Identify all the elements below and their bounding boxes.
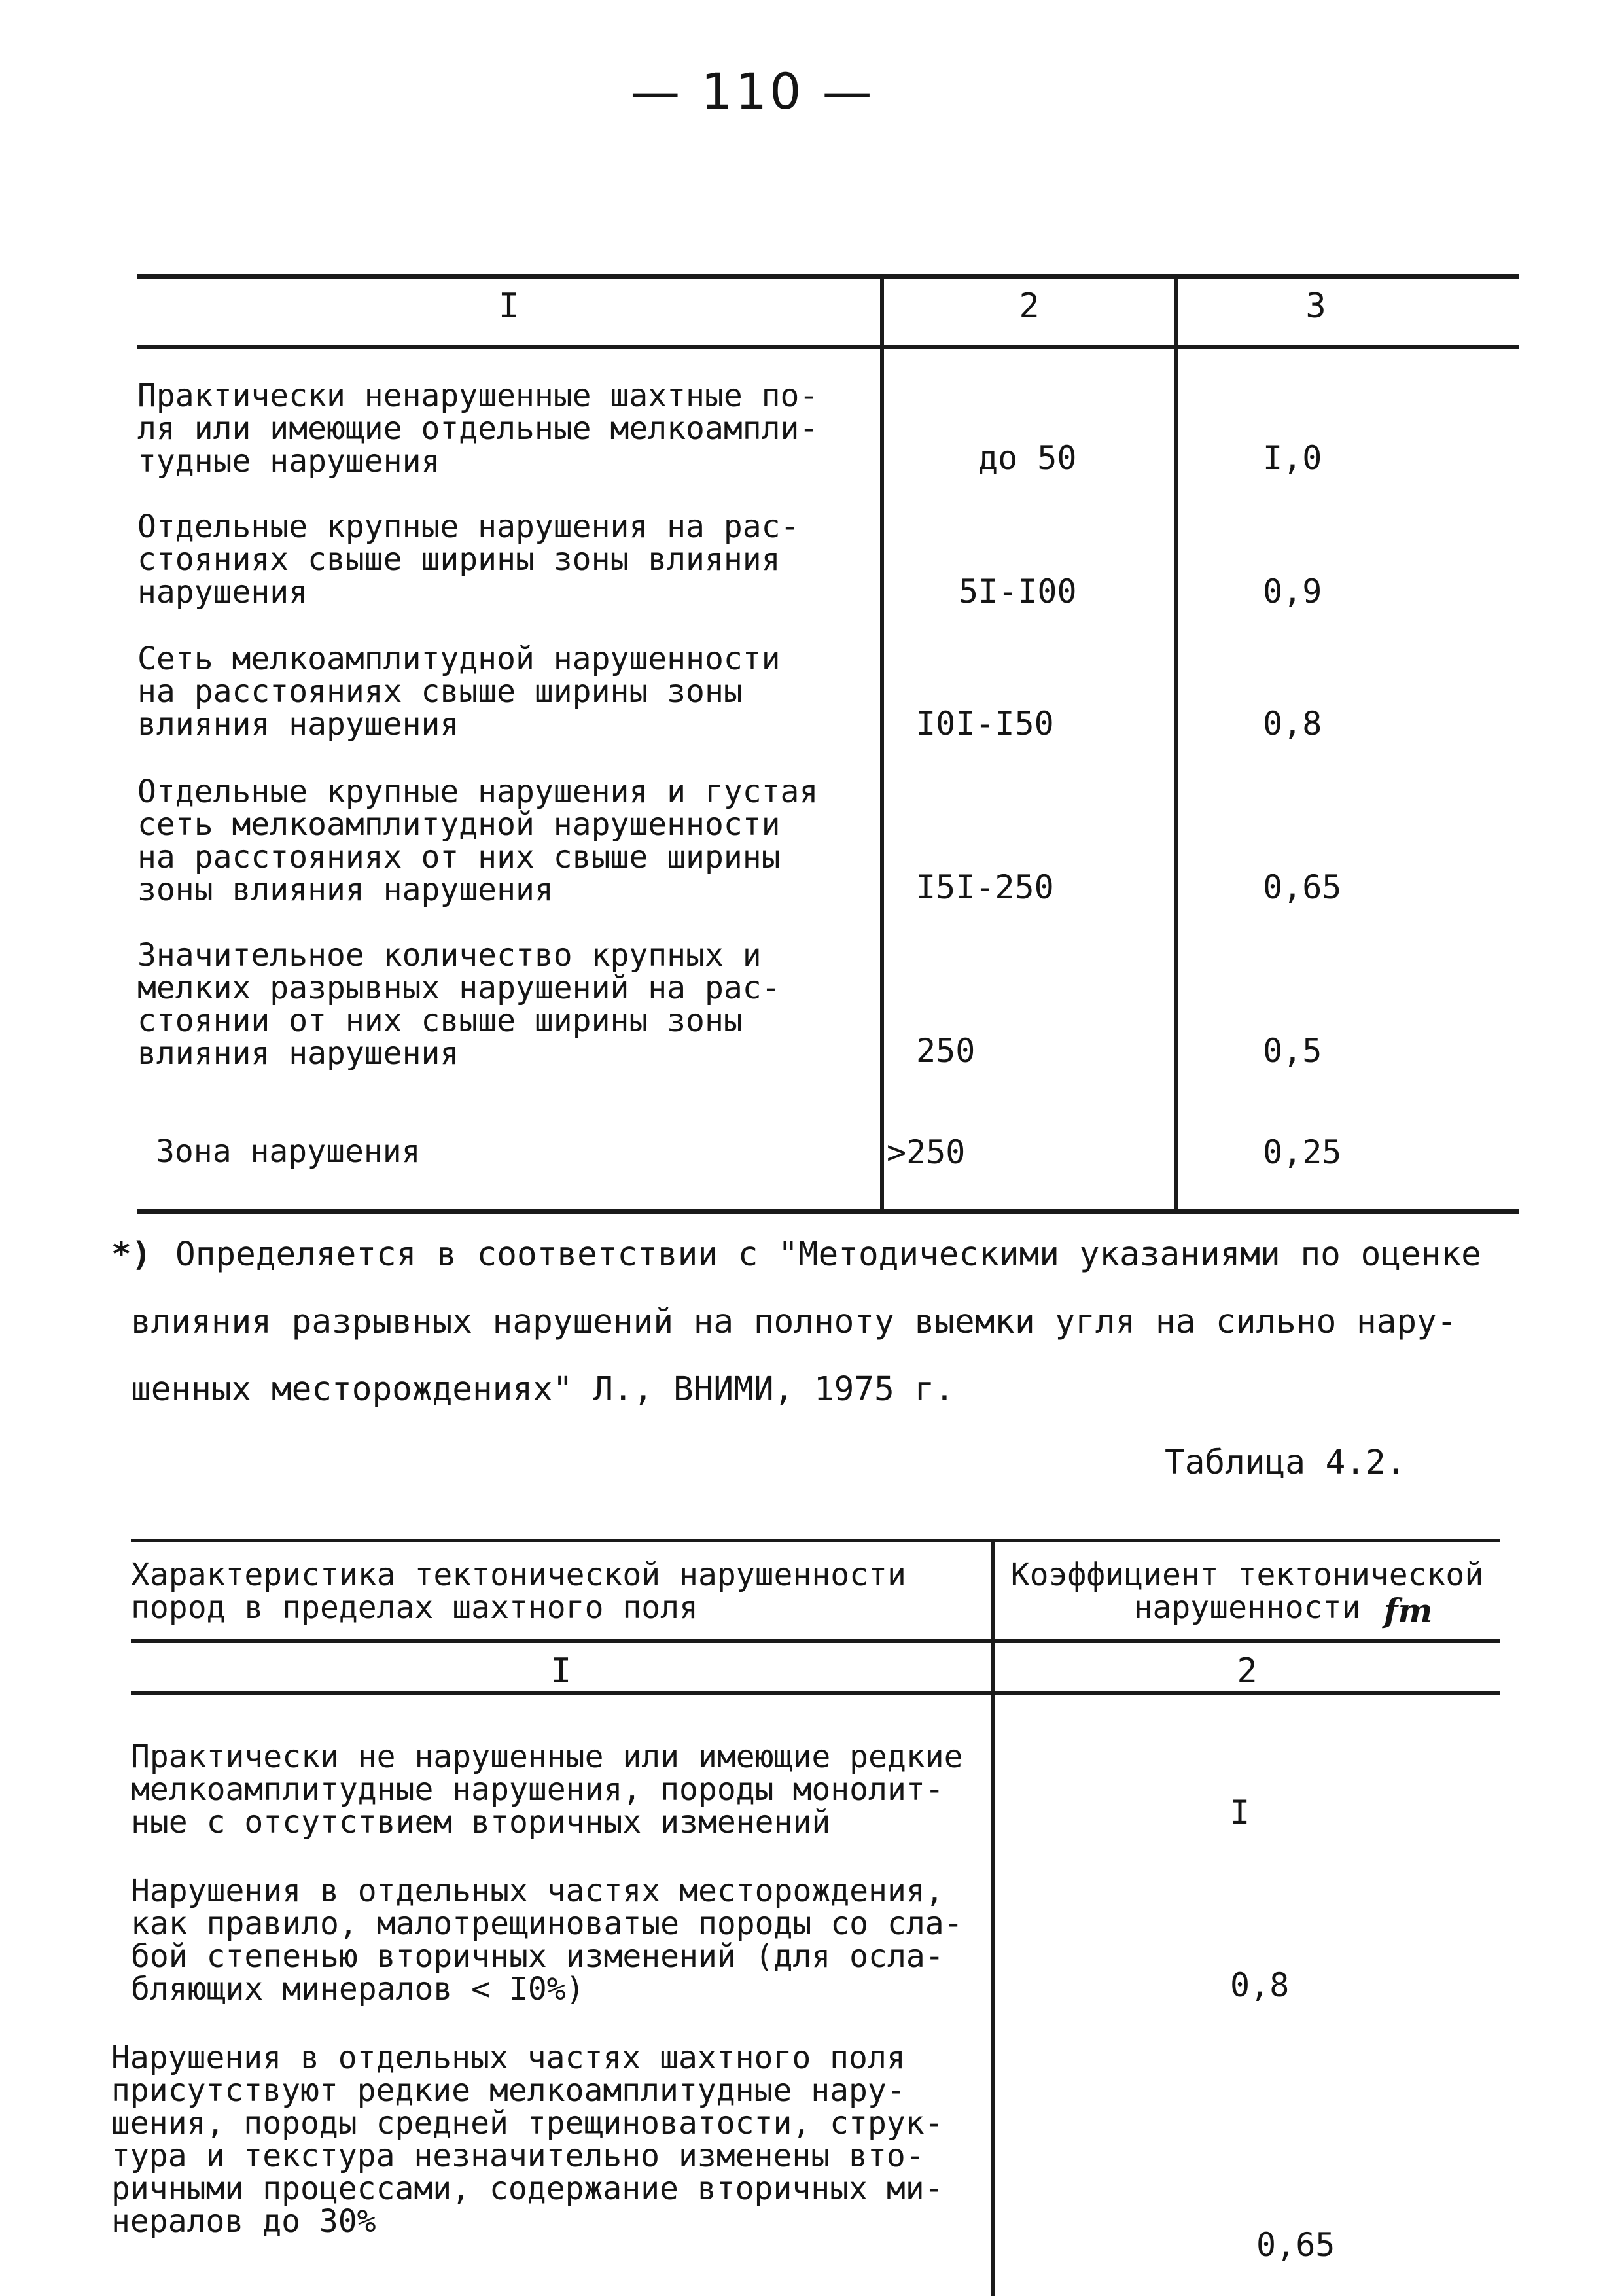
footnote-marker: *): [111, 1235, 152, 1274]
table1-row-6-distance: >250: [887, 1133, 966, 1171]
table1-row-5-coefficient: 0,5: [1263, 1032, 1322, 1070]
table2-top-rule: [131, 1539, 1500, 1542]
table1-row-3-distance: I0I-I50: [916, 705, 1054, 743]
table2-header-col1: Характеристика тектонической нарушенности пород в пределах шахтного поля: [131, 1557, 906, 1626]
table1-row-2-coefficient: 0,9: [1263, 573, 1322, 610]
table1-row-4-distance: I5I-250: [916, 868, 1054, 906]
table2-row-1-description: Практически не нарушенные или имеющие редкие мелкоамплитудные нарушения, породы монолит- ные с отсутствием вторичных изменений: [131, 1739, 963, 1841]
table2-row-3-description: Нарушения в отдельных частях шахтного поля присутствуют редкие мелкоамплитудные нару- шения, породы средней трещиноватости, струк- тура и текстура незначительно изменены вто- ричными процессами, содержание вторичных ми- нералов до 30%: [111, 2040, 944, 2240]
table2-header-rule: [131, 1639, 1500, 1643]
table1-row-3-coefficient: 0,8: [1263, 705, 1322, 743]
table2-row-2-description: Нарушения в отдельных частях месторождения, как правило, малотрещиноватые породы со сла- бой степенью вторичных изменений (для осла- бляющих минералов < I0%): [131, 1873, 963, 2007]
table1-col-divider-2: [1174, 276, 1178, 1210]
table1-header-col2: 2: [1019, 287, 1040, 326]
table1-top-rule: [137, 274, 1519, 279]
table2-row-2-coefficient: 0,8: [1230, 1966, 1290, 2004]
table1-row-1-coefficient: I,0: [1263, 439, 1322, 477]
table1-row-6-coefficient: 0,25: [1263, 1133, 1342, 1171]
footnote-line-1: Определяется в соответствии с "Методическими указаниями по оценке: [175, 1235, 1481, 1274]
table1-row-6-description: Зона нарушения: [156, 1133, 421, 1170]
table1-row-4-coefficient: 0,65: [1263, 868, 1342, 906]
table2-number-rule: [131, 1691, 1500, 1695]
table2-number-col1: I: [550, 1651, 572, 1691]
table-caption: Таблица 4.2.: [1165, 1443, 1406, 1482]
table1-header-rule: [137, 345, 1519, 349]
table1-row-1-distance: до 50: [978, 439, 1077, 477]
table2-row-1-coefficient: I: [1230, 1793, 1250, 1831]
table2-header-col2: Коэффициент тектонической нарушенности: [1010, 1557, 1484, 1626]
tectonic-coefficient-symbol: fт: [1384, 1591, 1433, 1630]
table1-header-col1: I: [498, 287, 520, 326]
table1-row-5-description: Значительное количество крупных и мелких разрывных нарушений на рас- стоянии от них свыше ширины зоны влияния нарушения: [137, 937, 781, 1072]
table1-row-5-distance: 250: [916, 1032, 976, 1070]
table2-row-3-coefficient: 0,65: [1256, 2226, 1335, 2264]
table2-number-col2: 2: [1237, 1651, 1258, 1691]
table1-bottom-rule: [137, 1209, 1519, 1214]
page-number: — 110 —: [630, 62, 875, 120]
table1-header-col3: 3: [1305, 287, 1326, 326]
footnote-line-3: шенных месторождениях" Л., ВНИМИ, 1975 г.: [131, 1370, 955, 1409]
table1-row-2-description: Отдельные крупные нарушения на рас- стояниях свыше ширины зоны влияния нарушения: [137, 508, 800, 610]
table1-row-3-description: Сеть мелкоамплитудной нарушенности на расстояниях свыше ширины зоны влияния нарушения: [137, 641, 781, 743]
table1-row-2-distance: 5I-I00: [959, 573, 1077, 610]
table1-row-1-description: Практически ненарушенные шахтные по- ля или имеющие отдельные мелкоампли- тудные нарушения: [137, 378, 819, 480]
table1-col-divider-1: [880, 276, 884, 1210]
footnote-line-2: влияния разрывных нарушений на полноту выемки угля на сильно нару-: [131, 1303, 1457, 1341]
table1-row-4-description: Отдельные крупные нарушения и густая сеть мелкоамплитудной нарушенности на расстояниях от них свыше ширины зоны влияния нарушения: [137, 773, 819, 908]
